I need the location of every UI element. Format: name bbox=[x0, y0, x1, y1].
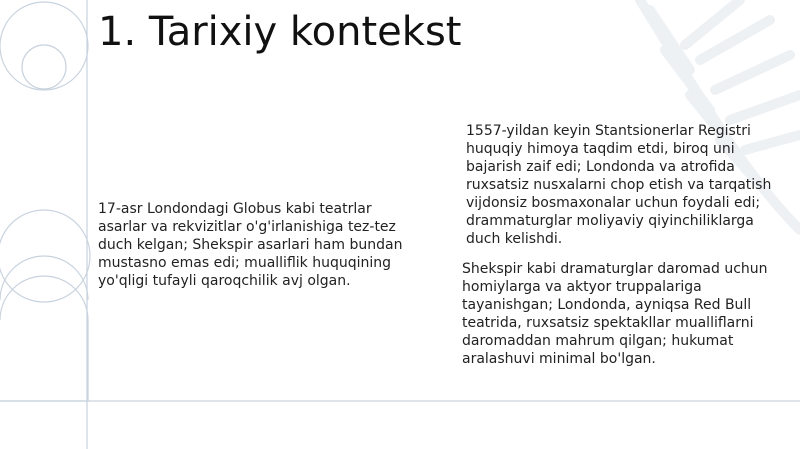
deco-arch-lower bbox=[0, 276, 88, 401]
right-paragraph-1: 1557-yildan keyin Stantsionerlar Registri huquqiy himoya taqdim etdi, biroq uni bajarish zaif edi; Londonda va atrofida ruxsatsiz nusxalarni chop etish va tarqatish vijdonsiz bosmaxonalar uchun foydali edi; drammaturglar moliyaviy qiyinchiliklarga duch kelishdi. bbox=[466, 123, 772, 247]
right-paragraph-2: Shekspir kabi dramaturglar daromad uchun homiylarga va aktyor truppalariga tayanishgan; Londonda, ayniqsa Red Bull teatrida, ruxsatsiz spektakllar mualliflarni daromaddan mahrum qilgan; hukumat aralashuvi minimal bo'lgan. bbox=[462, 261, 768, 367]
left-paragraph: 17-asr Londondagi Globus kabi teatrlar asarlar va rekvizitlar o'g'irlanishiga tez-tez duch kelgan; Shekspir asarlari ham bundan mustasno emas edi; mualliflik huquqining yo'qligi tufayli qaroqchilik avj olgan. bbox=[98, 201, 403, 289]
deco-arch-lower-inner bbox=[0, 256, 88, 300]
deco-circle-small-top bbox=[22, 45, 66, 89]
slide-title: 1. Tarixiy kontekst bbox=[98, 9, 462, 55]
deco-circle-large-top bbox=[0, 2, 88, 90]
